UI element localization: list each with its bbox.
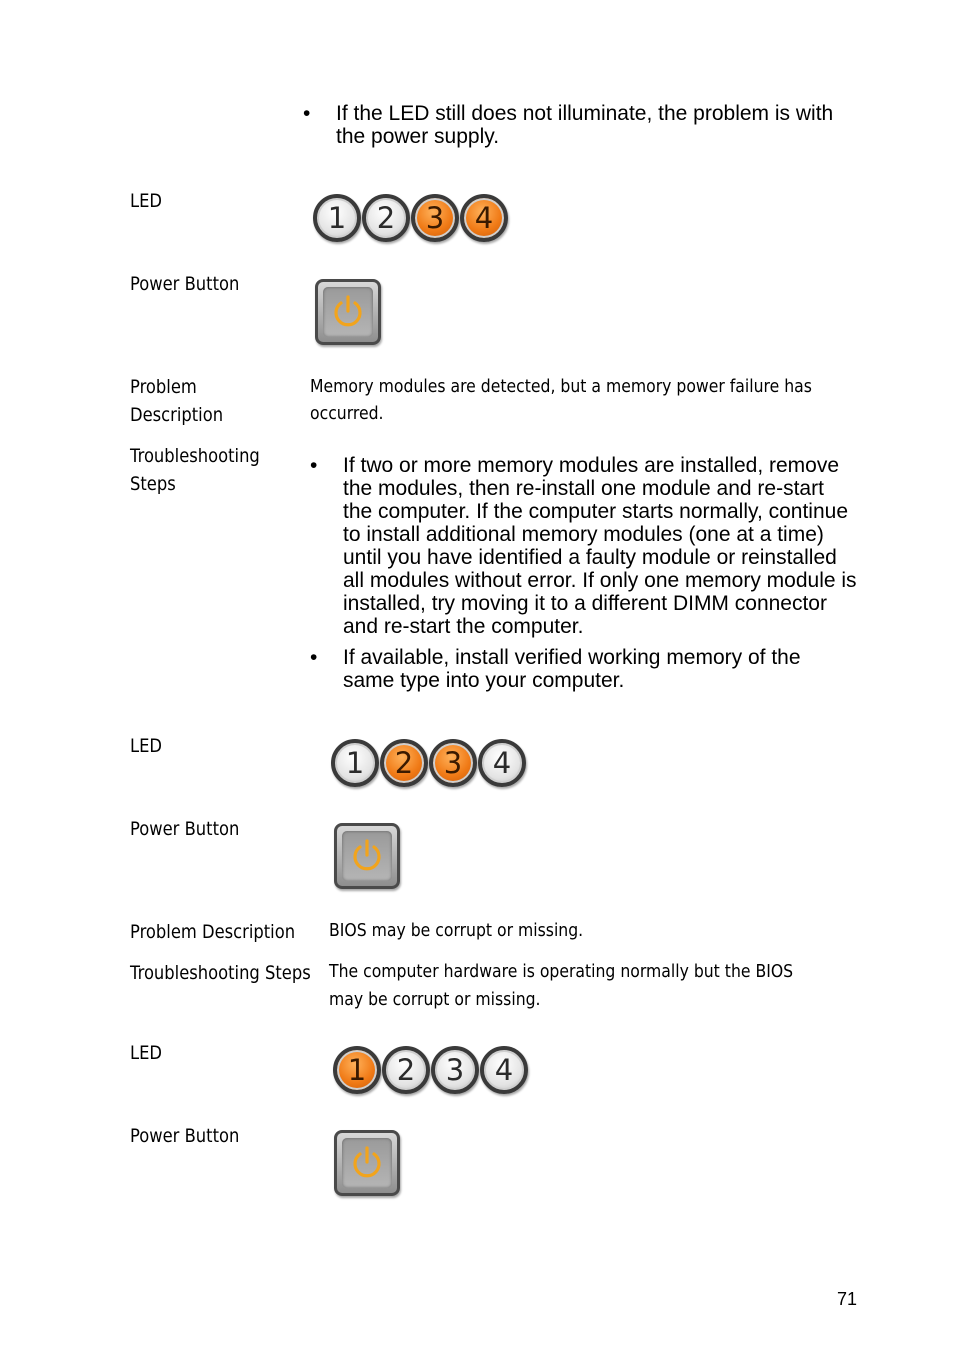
led-indicator-row — [333, 1046, 528, 1094]
led-indicator-row — [313, 194, 508, 242]
led-number: 4 — [494, 1053, 514, 1087]
problem-description-label: Problem Description — [130, 921, 296, 943]
led-number: 2 — [396, 1053, 416, 1087]
led-indicator-icon — [480, 1046, 528, 1094]
power-button-label: Power Button — [130, 1125, 240, 1147]
power-button-label: Power Button — [130, 273, 240, 295]
led-indicator-icon — [429, 739, 477, 787]
power-symbol-icon — [327, 291, 369, 333]
troubleshooting-steps-label: Steps — [130, 473, 176, 495]
step-line: and re-start the computer. — [343, 615, 584, 638]
troubleshooting-steps-label: Troubleshooting — [130, 445, 260, 467]
led-label: LED — [130, 1042, 163, 1064]
intro-bullet-line: the power supply. — [336, 125, 500, 148]
led-indicator-icon — [362, 194, 410, 242]
led-number: 3 — [445, 1053, 465, 1087]
problem-description-label: Description — [130, 404, 224, 426]
led-number: 1 — [345, 746, 365, 780]
led-number: 3 — [443, 746, 463, 780]
bullet-marker: • — [303, 102, 311, 125]
led-number: 4 — [492, 746, 512, 780]
led-number: 4 — [474, 201, 494, 235]
power-button-label: Power Button — [130, 818, 240, 840]
step-line: until you have identified a faulty module or reinstalled — [343, 546, 837, 569]
step-line: installed, try moving it to a different DIMM connector — [343, 592, 827, 615]
led-number: 1 — [347, 1053, 367, 1087]
power-symbol-icon — [346, 1142, 388, 1184]
intro-bullet-line: If the LED still does not illuminate, the problem is with — [336, 102, 834, 125]
step-line: If available, install verified working memory of the — [343, 646, 801, 669]
led-label: LED — [130, 190, 163, 212]
problem-description-label: Problem — [130, 376, 197, 398]
bullet-marker: • — [310, 454, 318, 477]
led-label: LED — [130, 735, 163, 757]
step-line: the modules, then re-install one module and re-start — [343, 477, 824, 500]
power-button-indicator — [315, 279, 381, 345]
power-symbol-icon — [346, 835, 388, 877]
step-line: to install additional memory modules (one at a time) — [343, 523, 824, 546]
step-line: all modules without error. If only one memory module is — [343, 569, 857, 592]
troubleshooting-steps-text: may be corrupt or missing. — [329, 989, 541, 1010]
problem-description-text: Memory modules are detected, but a memory power failure has — [310, 376, 812, 397]
led-indicator-icon — [382, 1046, 430, 1094]
problem-description-text: occurred. — [310, 403, 384, 424]
led-indicator-icon — [431, 1046, 479, 1094]
power-button-indicator — [334, 823, 400, 889]
troubleshooting-steps-label: Troubleshooting Steps — [130, 962, 311, 984]
led-indicator-icon — [411, 194, 459, 242]
step-line: same type into your computer. — [343, 669, 625, 692]
led-number: 3 — [425, 201, 445, 235]
led-indicator-icon — [460, 194, 508, 242]
led-number: 2 — [394, 746, 414, 780]
led-indicator-icon — [478, 739, 526, 787]
step-line: the computer. If the computer starts normally, continue — [343, 500, 849, 523]
led-indicator-icon — [313, 194, 361, 242]
problem-description-text: BIOS may be corrupt or missing. — [329, 920, 584, 941]
led-indicator-icon — [331, 739, 379, 787]
led-indicator-icon — [380, 739, 428, 787]
troubleshooting-steps-text: The computer hardware is operating normally but the BIOS — [329, 961, 794, 982]
step-line: If two or more memory modules are installed, remove — [343, 454, 840, 477]
power-button-indicator — [334, 1130, 400, 1196]
led-indicator-row — [331, 739, 526, 787]
led-number: 2 — [376, 201, 396, 235]
bullet-marker: • — [310, 646, 318, 669]
led-number: 1 — [327, 201, 347, 235]
led-indicator-icon — [333, 1046, 381, 1094]
page-number: 71 — [837, 1289, 858, 1309]
